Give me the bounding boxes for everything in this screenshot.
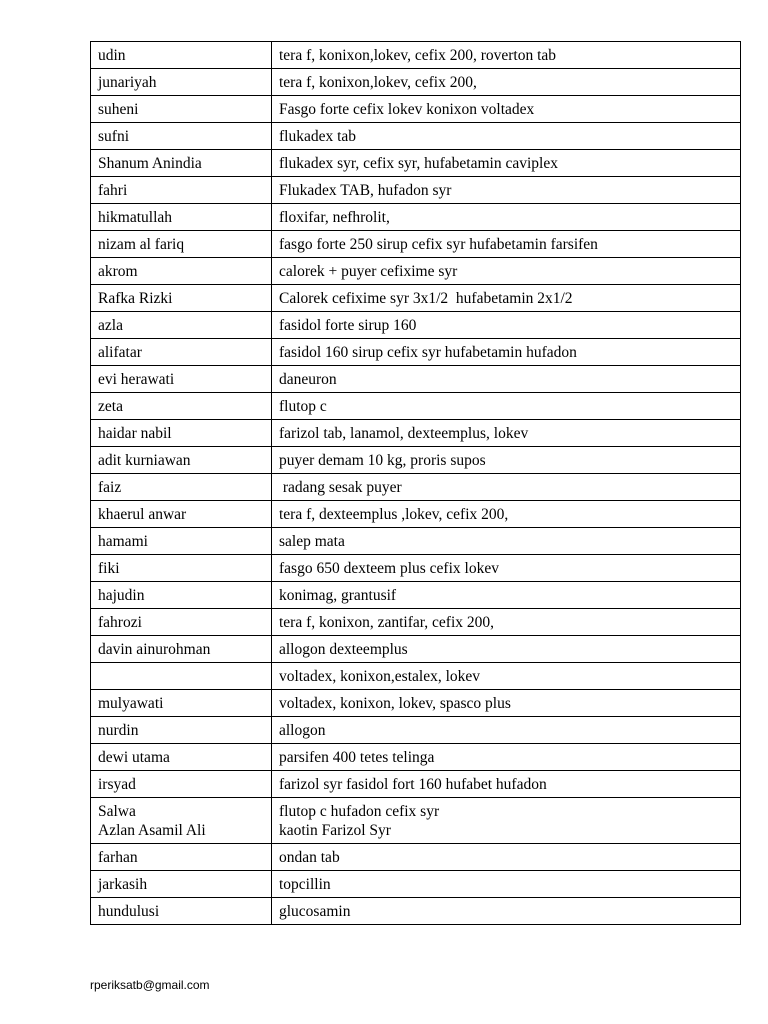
medication-cell [272, 582, 741, 609]
patient-name: faiz [98, 479, 122, 496]
patient-name-cell [91, 744, 272, 771]
medication-cell [272, 366, 741, 393]
medication-cell [272, 177, 741, 204]
medication-list: floxifar, nefhrolit, [279, 209, 390, 226]
patient-name: dewi utama [98, 749, 170, 766]
patient-name-cell [91, 844, 272, 871]
medication-list: fasidol 160 sirup cefix syr hufabetamin hufadon [279, 344, 577, 361]
patient-name-cell [91, 447, 272, 474]
medication-cell [272, 231, 741, 258]
patient-name-cell [91, 871, 272, 898]
patient-name: Rafka Rizki [98, 290, 173, 307]
medication-list: topcillin [279, 876, 331, 893]
patient-name: nurdin [98, 722, 139, 739]
patient-name-cell [91, 285, 272, 312]
medication-cell [272, 123, 741, 150]
table-row [91, 312, 741, 339]
table-row [91, 474, 741, 501]
medication-list: voltadex, konixon,estalex, lokev [279, 668, 481, 685]
patient-name-cell [91, 798, 272, 844]
medication-list: fasgo forte 250 sirup cefix syr hufabetamin farsifen [279, 236, 598, 253]
medication-list: voltadex, konixon, lokev, spasco plus [279, 695, 511, 712]
patient-name-cell [91, 204, 272, 231]
patient-name-cell [91, 717, 272, 744]
table-row [91, 366, 741, 393]
patient-name: alifatar [98, 344, 142, 361]
patient-name: hundulusi [98, 903, 160, 920]
patient-medication-table [90, 41, 741, 925]
patient-name-cell [91, 420, 272, 447]
patient-name: Salwa [98, 803, 136, 820]
medication-list-second: kaotin Farizol Syr [279, 822, 391, 839]
medication-list: allogon dexteemplus [279, 641, 408, 658]
medication-cell [272, 798, 741, 844]
medication-list: Calorek cefixime syr 3x1/2 hufabetamin 2x1/2 [279, 290, 573, 307]
patient-name: khaerul anwar [98, 506, 187, 523]
medication-cell [272, 393, 741, 420]
table-body [91, 42, 741, 925]
patient-name: farhan [98, 849, 138, 866]
table-row [91, 871, 741, 898]
table-row [91, 42, 741, 69]
patient-name: hikmatullah [98, 209, 173, 226]
medication-cell [272, 96, 741, 123]
medication-list: calorek + puyer cefixime syr [279, 263, 458, 280]
table-row [91, 177, 741, 204]
patient-name: akrom [98, 263, 138, 280]
patient-name-cell [91, 150, 272, 177]
medication-cell [272, 663, 741, 690]
patient-name-cell [91, 231, 272, 258]
table-row [91, 555, 741, 582]
table-row [91, 258, 741, 285]
table-row [91, 898, 741, 925]
patient-name: azla [98, 317, 123, 334]
table-row [91, 582, 741, 609]
medication-cell [272, 474, 741, 501]
medication-list: flutop c hufadon cefix syr [279, 803, 440, 820]
medication-list: tera f, konixon,lokev, cefix 200, [279, 74, 477, 91]
patient-name: zeta [98, 398, 123, 415]
patient-name-cell [91, 312, 272, 339]
medication-cell [272, 258, 741, 285]
medication-list: fasidol forte sirup 160 [279, 317, 417, 334]
patient-name-second: Azlan Asamil Ali [98, 822, 206, 839]
table-row [91, 285, 741, 312]
patient-name-cell [91, 690, 272, 717]
patient-name-cell [91, 123, 272, 150]
table-row [91, 717, 741, 744]
patient-name: udin [98, 47, 126, 64]
table-row [91, 231, 741, 258]
patient-name: fahri [98, 182, 128, 199]
medication-list: tera f, konixon, zantifar, cefix 200, [279, 614, 495, 631]
medication-list: allogon [279, 722, 326, 739]
medication-list: konimag, grantusif [279, 587, 397, 604]
patient-name: hajudin [98, 587, 145, 604]
medication-cell [272, 528, 741, 555]
patient-name-cell [91, 609, 272, 636]
patient-name: davin ainurohman [98, 641, 211, 658]
medication-list: parsifen 400 tetes telinga [279, 749, 435, 766]
medication-cell [272, 690, 741, 717]
patient-name: jarkasih [98, 876, 148, 893]
patient-name-cell [91, 582, 272, 609]
medication-cell [272, 555, 741, 582]
table-row [91, 69, 741, 96]
patient-name: irsyad [98, 776, 136, 793]
medication-list: flutop c [279, 398, 327, 415]
patient-name: fiki [98, 560, 120, 577]
medication-cell [272, 501, 741, 528]
table-row [91, 609, 741, 636]
medication-cell [272, 744, 741, 771]
medication-list: Flukadex TAB, hufadon syr [279, 182, 452, 199]
patient-name-cell [91, 339, 272, 366]
medication-list: flukadex syr, cefix syr, hufabetamin caviplex [279, 155, 558, 172]
patient-name-cell [91, 474, 272, 501]
patient-name: haidar nabil [98, 425, 172, 442]
patient-name-cell [91, 393, 272, 420]
patient-name-cell [91, 501, 272, 528]
medication-list: fasgo 650 dexteem plus cefix lokev [279, 560, 499, 577]
patient-name-cell [91, 96, 272, 123]
medication-list: flukadex tab [279, 128, 357, 145]
patient-name-cell [91, 771, 272, 798]
table-row [91, 393, 741, 420]
medication-list: ondan tab [279, 849, 340, 866]
patient-name-cell [91, 528, 272, 555]
medication-list: glucosamin [279, 903, 351, 920]
table-row [91, 663, 741, 690]
medication-cell [272, 42, 741, 69]
medication-list: farizol syr fasidol fort 160 hufabet hufadon [279, 776, 547, 793]
medication-list: tera f, konixon,lokev, cefix 200, roverton tab [279, 47, 557, 64]
patient-name: mulyawati [98, 695, 164, 712]
medication-cell [272, 871, 741, 898]
medication-list: tera f, dexteemplus ,lokev, cefix 200, [279, 506, 509, 523]
table-row [91, 844, 741, 871]
patient-name-cell [91, 663, 272, 690]
table-row [91, 96, 741, 123]
patient-name-cell [91, 636, 272, 663]
medication-cell [272, 312, 741, 339]
medication-cell [272, 69, 741, 96]
table-row [91, 771, 741, 798]
table-row [91, 123, 741, 150]
table-row [91, 636, 741, 663]
patient-name: sufni [98, 128, 129, 145]
table-row [91, 204, 741, 231]
medication-list: puyer demam 10 kg, proris supos [279, 452, 486, 469]
medication-cell [272, 898, 741, 925]
patient-name-cell [91, 366, 272, 393]
patient-name: fahrozi [98, 614, 142, 631]
patient-name-cell [91, 177, 272, 204]
table-row [91, 744, 741, 771]
patient-name: Shanum Anindia [98, 155, 202, 172]
patient-name: suheni [98, 101, 139, 118]
medication-cell [272, 717, 741, 744]
medication-cell [272, 447, 741, 474]
patient-name-cell [91, 555, 272, 582]
footer-email: rperiksatb@gmail.com [90, 978, 210, 992]
patient-name-cell [91, 258, 272, 285]
medication-list: farizol tab, lanamol, dexteemplus, lokev [279, 425, 529, 442]
medication-cell [272, 150, 741, 177]
patient-name: nizam al fariq [98, 236, 185, 253]
medication-cell [272, 285, 741, 312]
medication-cell [272, 844, 741, 871]
table-row [91, 447, 741, 474]
table-row [91, 528, 741, 555]
table-row [91, 690, 741, 717]
table-row [91, 420, 741, 447]
medication-cell [272, 771, 741, 798]
medication-cell [272, 420, 741, 447]
medication-list: Fasgo forte cefix lokev konixon voltadex [279, 101, 535, 118]
patient-name: hamami [98, 533, 148, 550]
medication-list: radang sesak puyer [279, 479, 402, 496]
medication-list: salep mata [279, 533, 345, 550]
medication-cell [272, 339, 741, 366]
patient-name: evi herawati [98, 371, 175, 388]
medication-cell [272, 636, 741, 663]
medication-cell [272, 204, 741, 231]
table-row [91, 798, 741, 844]
patient-name: adit kurniawan [98, 452, 191, 469]
table-row [91, 339, 741, 366]
medication-cell [272, 609, 741, 636]
patient-name-cell [91, 898, 272, 925]
patient-name-cell [91, 69, 272, 96]
patient-name: junariyah [98, 74, 157, 91]
table-row [91, 501, 741, 528]
medication-list: daneuron [279, 371, 337, 388]
table-row [91, 150, 741, 177]
patient-name-cell [91, 42, 272, 69]
